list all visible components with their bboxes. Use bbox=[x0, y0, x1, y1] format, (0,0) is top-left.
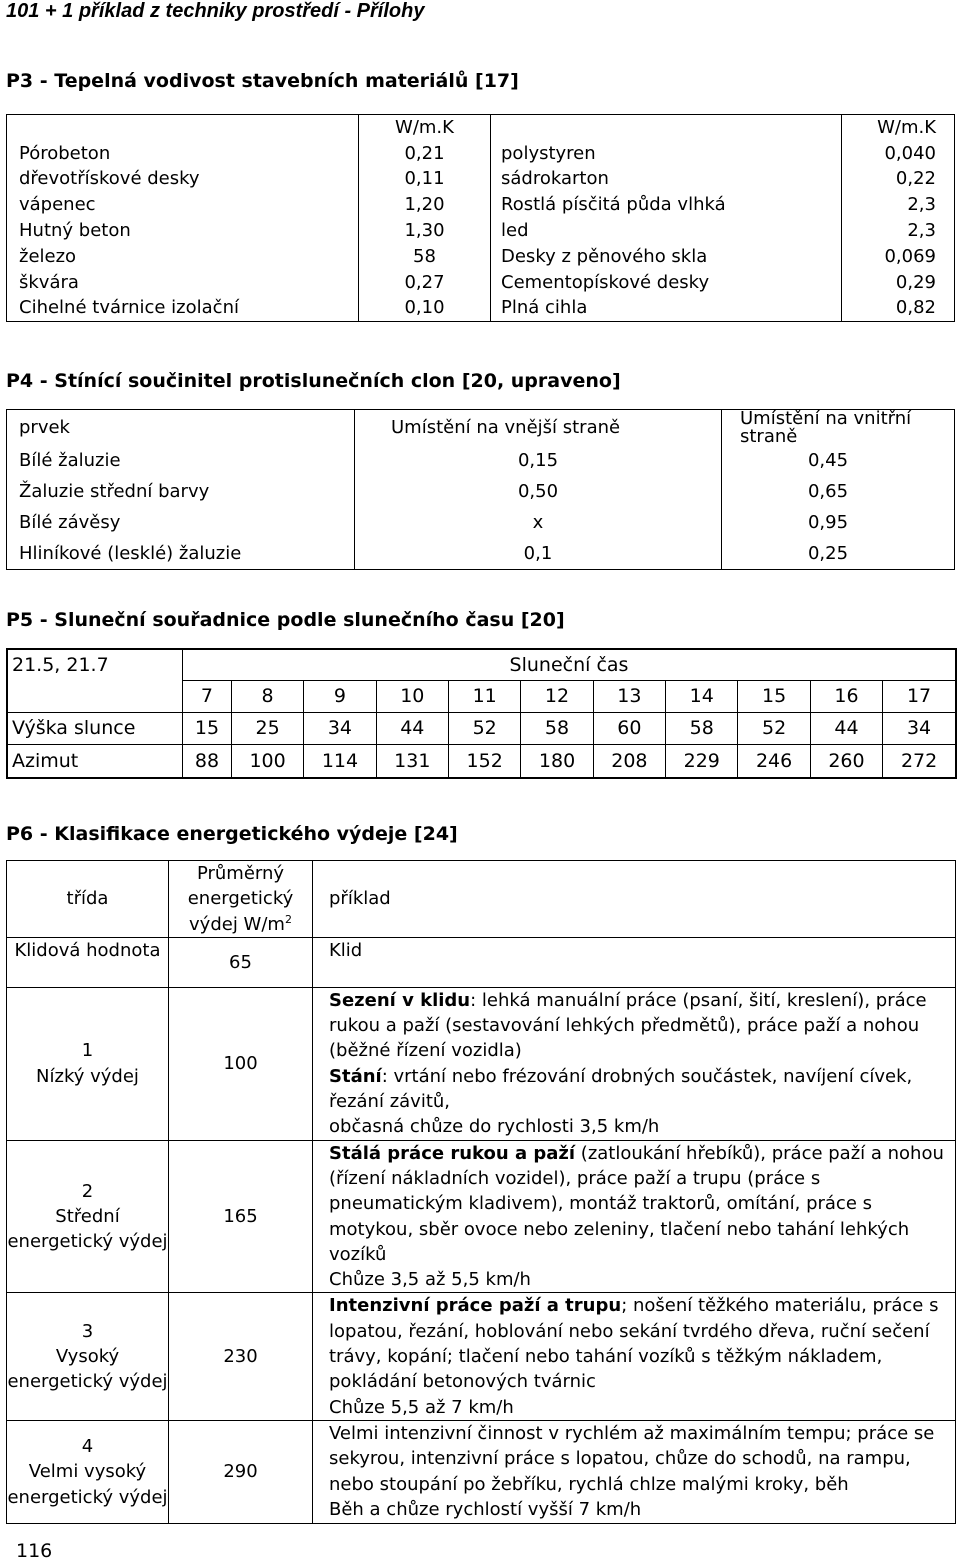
material-value: 2,3 bbox=[907, 194, 936, 216]
material-value: 0,10 bbox=[359, 296, 491, 322]
energy-cell: 100 bbox=[169, 987, 313, 1140]
material-value: 2,3 bbox=[907, 220, 936, 242]
material-name: dřevotřískové desky bbox=[7, 167, 359, 193]
hour-cell: 17 bbox=[883, 681, 956, 713]
energy-cell: 165 bbox=[169, 1140, 313, 1293]
material-name: sádrokarton bbox=[491, 167, 842, 193]
table-row bbox=[7, 1293, 956, 1420]
height-cell: 58 bbox=[666, 713, 738, 745]
outer-value: 0,50 bbox=[355, 477, 722, 508]
column-header: Umístění na vnitřní straně bbox=[740, 408, 912, 447]
p6-table bbox=[6, 860, 956, 1524]
column-header: prvek bbox=[7, 410, 355, 447]
material-value: 0,040 bbox=[884, 142, 936, 164]
height-label: Výška slunce bbox=[7, 713, 183, 745]
example-cell: Velmi intenzivní činnost v rychlém až maximálním tempu; práce se sekyrou, intenzivní práce s lopatou, chůze do schodů, na rampu, nebo stoupání po žebříku, rychlá chlze malými kroky, běh Běh a chůze rychlostí vyšší 7 km/h bbox=[313, 1420, 956, 1523]
column-header: Průměrný energetický výdej $W/m^2$ bbox=[169, 861, 313, 938]
p4-title: P4 - Stínící součinitel protislunečních clon [20, upraveno] bbox=[6, 370, 621, 392]
material-name: polystyren bbox=[491, 141, 842, 167]
table-row bbox=[7, 987, 956, 1140]
table-row bbox=[7, 477, 955, 508]
height-cell: 58 bbox=[521, 713, 593, 745]
height-cell: 25 bbox=[231, 713, 303, 745]
table-row bbox=[7, 296, 955, 322]
material-name: Plná cihla bbox=[491, 296, 842, 322]
shading-element: Bílé závěsy bbox=[7, 508, 355, 539]
class-name: Nízký výdej bbox=[36, 1065, 139, 1087]
example-cell: Klid bbox=[313, 937, 956, 987]
table-row bbox=[7, 1140, 956, 1293]
table-row bbox=[7, 167, 955, 193]
column-header: třída bbox=[7, 861, 169, 938]
outer-value: 0,1 bbox=[355, 538, 722, 569]
shading-element: Žaluzie střední barvy bbox=[7, 477, 355, 508]
class-cell bbox=[7, 1140, 169, 1293]
material-name: škvára bbox=[7, 270, 359, 296]
azimuth-cell: 246 bbox=[738, 745, 810, 779]
table-row bbox=[7, 270, 955, 296]
table-row bbox=[7, 745, 956, 779]
height-cell: 44 bbox=[376, 713, 448, 745]
azimuth-cell: 208 bbox=[593, 745, 665, 779]
azimuth-cell: 180 bbox=[521, 745, 593, 779]
azimuth-cell: 88 bbox=[183, 745, 232, 779]
p6-title: P6 - Klasifikace energetického výdeje [24] bbox=[6, 823, 458, 845]
material-name: vápenec bbox=[7, 192, 359, 218]
material-value: 1,20 bbox=[359, 192, 491, 218]
hour-cell: 8 bbox=[231, 681, 303, 713]
p5-table bbox=[6, 648, 957, 779]
class-cell: Klidová hodnota bbox=[7, 937, 169, 987]
material-name: Cementopískové desky bbox=[491, 270, 842, 296]
table-row bbox=[7, 538, 955, 569]
class-number: 4 bbox=[81, 1435, 94, 1457]
azimuth-cell: 152 bbox=[448, 745, 520, 779]
class-number: 3 bbox=[81, 1320, 94, 1342]
material-value: 0,069 bbox=[884, 245, 936, 267]
inner-value: 0,45 bbox=[807, 450, 849, 472]
height-cell: 15 bbox=[183, 713, 232, 745]
material-value: 0,21 bbox=[359, 141, 491, 167]
hour-cell: 15 bbox=[738, 681, 810, 713]
material-value: 0,22 bbox=[895, 168, 936, 190]
azimuth-cell: 229 bbox=[666, 745, 738, 779]
table-row bbox=[7, 218, 955, 244]
class-number: 2 bbox=[81, 1180, 94, 1202]
outer-value: 0,15 bbox=[355, 446, 722, 477]
hour-cell: 11 bbox=[448, 681, 520, 713]
example-cell: Sezení v klidu: lehká manuální práce (psaní, šití, kreslení), práce rukou a paží (sestavování lehkých předmětů), práce paží a nohou (běžné řízení vozidla) Stání: vrtání nebo frézování drobných součástek, navíjení cívek, řezání závitů, občasná chůze do rychlosti 3,5 km/h bbox=[313, 987, 956, 1140]
class-cell bbox=[7, 987, 169, 1140]
table-row bbox=[7, 115, 955, 141]
table-row bbox=[7, 244, 955, 270]
table-row bbox=[7, 446, 955, 477]
table-row bbox=[7, 141, 955, 167]
class-name: Vysoký energetický výdej bbox=[7, 1346, 168, 1393]
shading-element: Bílé žaluzie bbox=[7, 446, 355, 477]
p4-table bbox=[6, 409, 955, 570]
azimuth-cell: 100 bbox=[231, 745, 303, 779]
azimuth-cell: 260 bbox=[810, 745, 882, 779]
class-number: 1 bbox=[81, 1040, 94, 1062]
hour-cell: 16 bbox=[810, 681, 882, 713]
table-row bbox=[7, 713, 956, 745]
azimuth-cell: 131 bbox=[376, 745, 448, 779]
material-name: železo bbox=[7, 244, 359, 270]
material-name: Desky z pěnového skla bbox=[491, 244, 842, 270]
table-row bbox=[7, 937, 956, 987]
class-name: Velmi vysoký energetický výdej bbox=[7, 1461, 168, 1508]
unit-label: W/m.K bbox=[359, 115, 491, 141]
hour-cell: 12 bbox=[521, 681, 593, 713]
energy-cell: 290 bbox=[169, 1420, 313, 1523]
date-label: 21.5, 21.7 bbox=[7, 649, 183, 713]
table-row bbox=[7, 192, 955, 218]
energy-cell: 65 bbox=[169, 937, 313, 987]
height-cell: 44 bbox=[810, 713, 882, 745]
page-number: 116 bbox=[16, 1540, 53, 1562]
material-value: 0,11 bbox=[359, 167, 491, 193]
class-cell bbox=[7, 1293, 169, 1420]
hour-cell: 14 bbox=[666, 681, 738, 713]
material-value: 1,30 bbox=[359, 218, 491, 244]
material-value: 0,82 bbox=[895, 297, 936, 319]
running-head: 101 + 1 příklad z techniky prostředí - Přílohy bbox=[6, 0, 425, 22]
p3-table bbox=[6, 114, 955, 322]
example-cell: Intenzivní práce paží a trupu; nošení těžkého materiálu, práce s lopatou, řezání, hoblování nebo sekání tvrdého dřeva, ruční sečení trávy, kopání; tlačení nebo tahání vozíků s těžkým nákladem, pokládání betonových tvárnic Chůze 5,5 až 7 km/h bbox=[313, 1293, 956, 1420]
inner-value: 0,65 bbox=[807, 481, 849, 503]
hour-cell: 9 bbox=[304, 681, 376, 713]
class-cell bbox=[7, 1420, 169, 1523]
material-value: 0,27 bbox=[359, 270, 491, 296]
energy-cell: 230 bbox=[169, 1293, 313, 1420]
azimuth-label: Azimut bbox=[7, 745, 183, 779]
material-name: Rostlá písčitá půda vlhká bbox=[491, 192, 842, 218]
hour-cell: 10 bbox=[376, 681, 448, 713]
column-header: Umístění na vnější straně bbox=[355, 410, 722, 447]
material-name: Pórobeton bbox=[7, 141, 359, 167]
inner-value: 0,95 bbox=[807, 511, 849, 533]
sun-time-label: Sluneční čas bbox=[183, 649, 957, 681]
height-cell: 52 bbox=[448, 713, 520, 745]
inner-value: 0,25 bbox=[807, 542, 849, 564]
shading-element: Hliníkové (lesklé) žaluzie bbox=[7, 538, 355, 569]
unit-label: W/m.K bbox=[877, 116, 936, 138]
hour-cell: 7 bbox=[183, 681, 232, 713]
table-row bbox=[7, 508, 955, 539]
column-header: příklad bbox=[313, 861, 956, 938]
azimuth-cell: 272 bbox=[883, 745, 956, 779]
azimuth-cell: 114 bbox=[304, 745, 376, 779]
height-cell: 60 bbox=[593, 713, 665, 745]
material-name: Hutný beton bbox=[7, 218, 359, 244]
table-header-row bbox=[7, 861, 956, 938]
table-row bbox=[7, 1420, 956, 1523]
p3-title: P3 - Tepelná vodivost stavebních materiálů [17] bbox=[6, 70, 519, 92]
material-value: 0,29 bbox=[895, 271, 936, 293]
hour-cell: 13 bbox=[593, 681, 665, 713]
table-header-row bbox=[7, 410, 955, 447]
material-value: 58 bbox=[359, 244, 491, 270]
height-cell: 34 bbox=[304, 713, 376, 745]
example-cell: Stálá práce rukou a paží (zatloukání hřebíků), práce paží a nohou (řízení nákladních vozidel), práce paží a trupu (práce s pneumatickým kladivem), montáž traktorů, omítání, práce s motykou, sběr ovoce nebo zeleniny, tlačení nebo tahání lehkých vozíků Chůze 3,5 až 5,5 km/h bbox=[313, 1140, 956, 1293]
class-name: Střední energetický výdej bbox=[7, 1205, 168, 1253]
height-cell: 34 bbox=[883, 713, 956, 745]
table-row bbox=[7, 649, 956, 681]
height-cell: 52 bbox=[738, 713, 810, 745]
material-name: Cihelné tvárnice izolační bbox=[7, 296, 359, 322]
p5-title: P5 - Sluneční souřadnice podle slunečního času [20] bbox=[6, 609, 565, 631]
outer-value: x bbox=[355, 508, 722, 539]
material-name: led bbox=[491, 218, 842, 244]
